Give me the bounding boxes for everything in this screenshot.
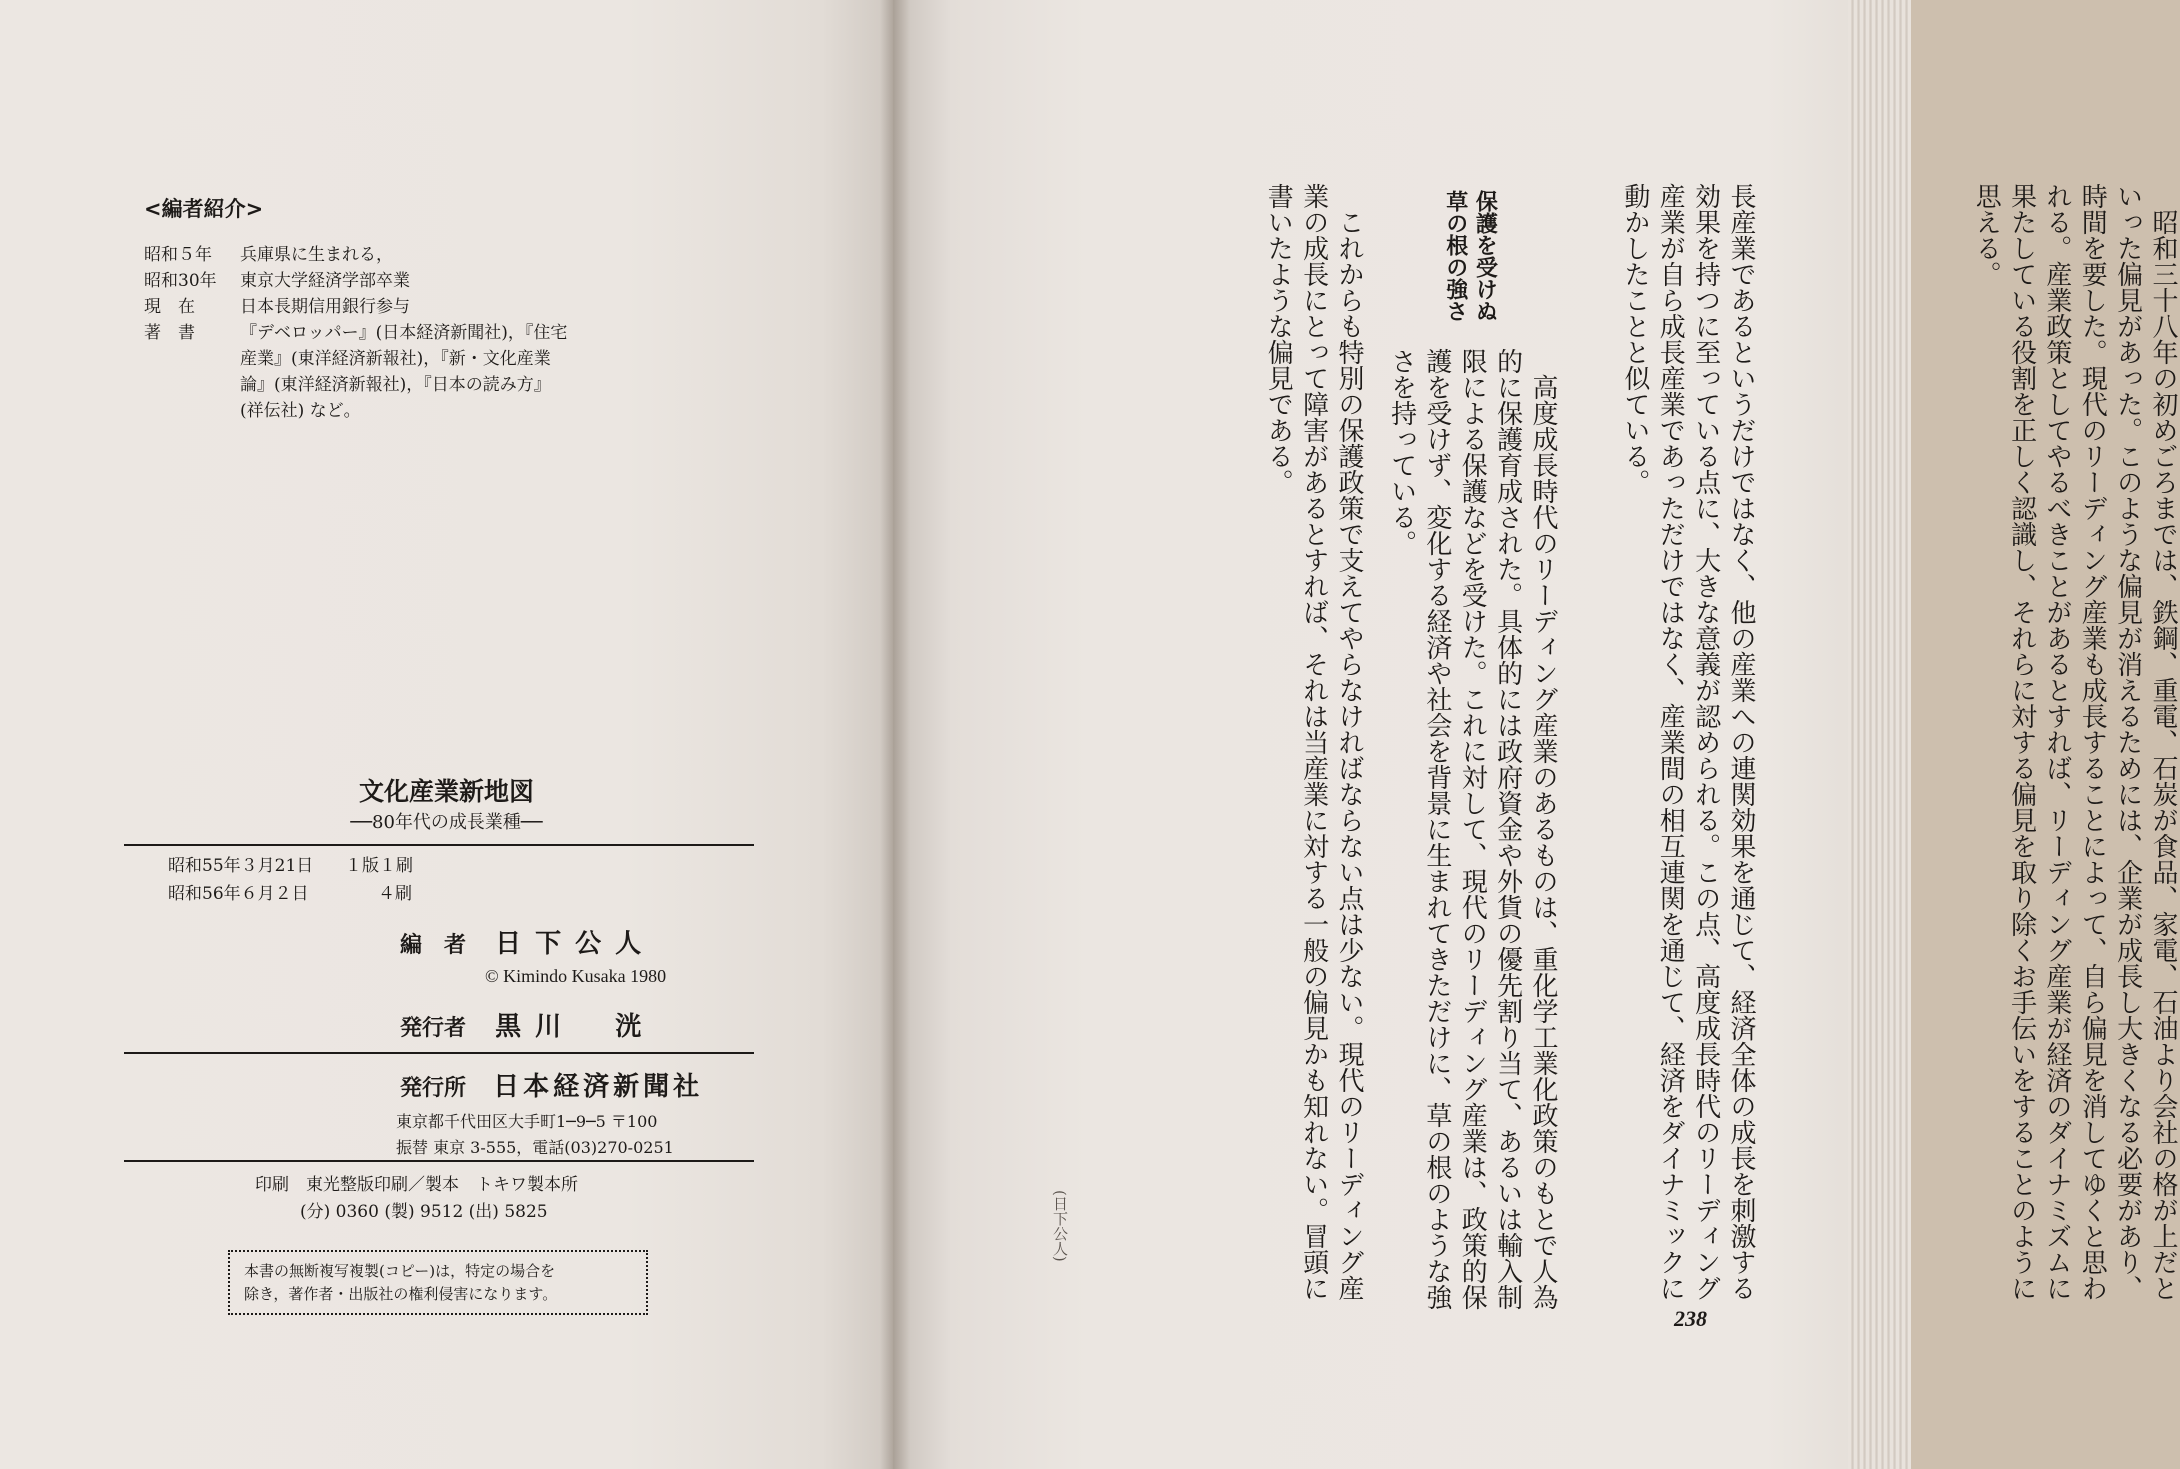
printing-info: 印刷 東光整版印刷／製本 トキワ製本所 — [255, 1175, 578, 1195]
divider — [124, 844, 754, 846]
publisher-person-line — [400, 1006, 655, 1043]
editor-line — [400, 923, 655, 960]
vertical-body-text — [1226, 183, 1366, 1313]
publisher-person-label: 発行者 — [400, 1016, 467, 1041]
subhead-line: 保護を受けぬ — [1472, 190, 1498, 322]
publisher-name: 日本経済新聞社 — [493, 1072, 704, 1102]
notice-line: 本書の無断複写複製(コピー)は，特定の場合を — [244, 1262, 556, 1280]
publisher-label: 発行所 — [400, 1076, 467, 1101]
editor-label: 編 者 — [400, 933, 467, 958]
publisher-phone: 振替 東京 3-555，電話(03)270-0251 — [396, 1138, 674, 1157]
edition-print: １版１刷 — [345, 856, 413, 876]
publisher-address: 東京都千代田区大手町1─9─5 〒100 — [396, 1112, 658, 1131]
bio-key: 現 在 — [144, 297, 195, 317]
body-paragraph: 高度成長時代のリーディング産業のあるものは、重化学工業化政策のもとで人為的に保護育成された。具体的には政府資金や外貨の優先割り当て、あるいは輸入制限による保護などを受けた。これに対して、現代のリーディング産業は、政策的保護を受けず、変化する経済や社会を背景に生まれてきただけに、草の根のような強さを持っている。 — [1386, 348, 1558, 1310]
running-head — [1578, 128, 1591, 147]
book-title: 文化産業新地図 — [358, 777, 534, 806]
divider — [124, 1052, 754, 1054]
vertical-body-text — [1568, 183, 1758, 1313]
bio-value: 日本長期信用銀行参与 — [240, 297, 410, 317]
body-paragraph: 長産業であるというだけではなく、他の産業への連関効果を通じて、経済全体の成長を刺激する効果を持つに至っている点に、大きな意義が認められる。この点、高度成長時代のリーディング産業が自ら成長産業であっただけではなく、産業間の相互連関を通じて、経済をダイナミックに動かしたことと似ている。 — [1619, 183, 1756, 1301]
edition-date: 昭和55年３月21日 — [168, 856, 314, 876]
notice-line: 除き，著作者・出版社の権利侵害になります。 — [244, 1285, 558, 1303]
bio-key: 昭和５年 — [144, 245, 212, 265]
author-credit: (日下公人) — [1051, 1190, 1069, 1262]
copyright-notice — [228, 1250, 648, 1315]
bio-value: 産業』(東洋経済新報社)，『新・文化産業 — [240, 349, 551, 369]
bio-value: 論』(東洋経済新報社)，『日本の読み方』 — [240, 375, 551, 395]
publisher-person-name: 黒川 洸 — [495, 1012, 656, 1042]
subhead-line: 草の根の強さ — [1442, 190, 1468, 322]
left-page — [0, 0, 893, 1469]
book-subtitle: ──80年代の成長業種── — [350, 812, 543, 833]
bio-heading: <編者紹介> — [144, 197, 264, 221]
page-number: 238 — [1674, 1306, 1707, 1331]
book-codes: (分) 0360 (製) 9512 (出) 5825 — [300, 1202, 548, 1222]
publisher-line — [400, 1066, 703, 1103]
bio-value: (祥伝社) など。 — [240, 401, 361, 421]
editor-name: 日下公人 — [495, 929, 656, 959]
body-paragraph: 昭和三十八年の初めごろまでは、鉄鋼、重電、石炭が食品、家電、石油より会社の格が上だといった偏見があった。このような偏見が消えるためには、企業が成長し大きくなる必要があり、時間を要した。現代のリーディング産業も成長することによって、自ら偏見を消してゆくと思われる。産業政策としてやるべきことがあるとすれば、リーディング産業が経済のダイナミズムに果たしている役割を正しく認識し、それらに対する偏見を取り除くお手伝いをすることのように思える。 — [1971, 183, 2178, 1301]
copyright: © Kimindo Kusaka 1980 — [485, 966, 667, 986]
bio-value: 『デベロッパー』(日本経済新聞社)，『住宅 — [240, 323, 568, 343]
bio-key: 昭和30年 — [144, 271, 217, 291]
body-paragraph: これからも特別の保護政策で支えてやらなければならない点は少ない。現代のリーディング産業の成長にとって障害があるとすれば、それは当産業に対する一般の偏見かも知れない。冒頭に書いたような偏見である。 — [1263, 183, 1364, 1301]
vertical-body-text — [1386, 183, 1560, 1313]
edition-date: 昭和56年６月２日 — [168, 884, 309, 904]
book-gutter — [880, 0, 910, 1469]
bio-value: 東京大学経済学部卒業 — [240, 271, 410, 291]
divider — [124, 1160, 754, 1162]
edition-print: ４刷 — [378, 884, 412, 904]
bio-value: 兵庫県に生まれる， — [240, 245, 393, 265]
bio-key: 著 書 — [144, 323, 195, 343]
